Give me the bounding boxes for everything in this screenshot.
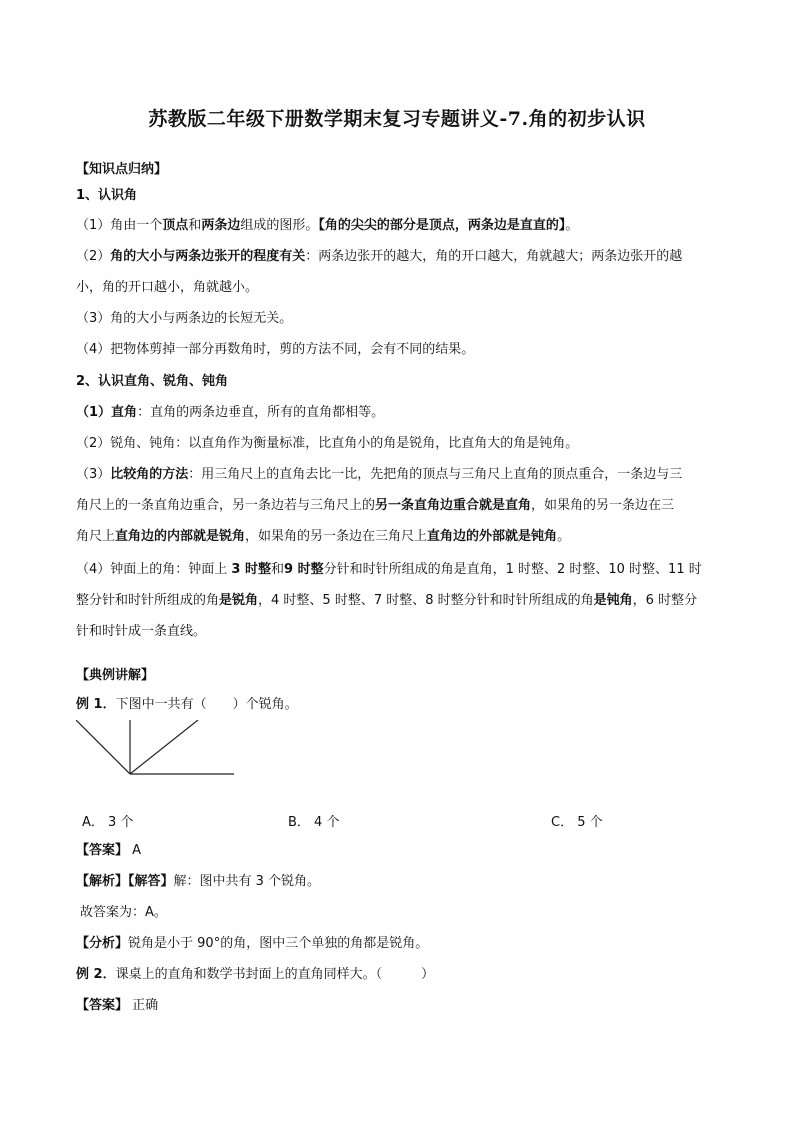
examples-header: 【典例讲解】 — [76, 668, 155, 683]
s2-item-3 — [76, 466, 726, 484]
bold-text: 角的大小与两条边张开的程度有关 — [110, 249, 306, 264]
text: 角尺上 — [76, 529, 116, 544]
text: ，6 时整分 — [632, 593, 698, 608]
option-c: C． 5 个 — [551, 815, 603, 830]
text: 解：图中共有 3 个锐角。 — [173, 874, 321, 889]
s2-item-4-cont — [76, 592, 726, 610]
text: 课桌上的直角和数学书封面上的直角同样大。（ ） — [115, 967, 435, 982]
example-1-conclusion: 故答案为：A。 — [80, 905, 167, 920]
text: ，如果角的另一条边在三角尺上 — [245, 529, 428, 544]
answer-label: 【答案】 — [76, 843, 129, 858]
s2-item-1 — [76, 404, 726, 422]
answer-label: 【答案】 — [76, 998, 129, 1013]
bold-text: 3 时整 — [231, 562, 271, 577]
text: ：直角的两条边垂直，所有的直角都相等。 — [137, 405, 385, 420]
option-b: B． 4 个 — [288, 815, 340, 830]
text: ：用三角尺上的直角去比一比，先把角的顶点与三角尺上直角的顶点重合，一条边与三 — [188, 467, 683, 482]
text: 。 — [557, 529, 571, 544]
example-1-question — [76, 696, 726, 714]
text: 角尺上的一条直角边重合，另一条边若与三角尺上的 — [76, 498, 376, 513]
example-1-answer — [76, 842, 726, 860]
s1-item-4: （4）把物体剪掉一部分再数角时，剪的方法不同，会有不同的结果。 — [76, 342, 475, 357]
analysis-label: 【解析】【解答】 — [76, 874, 174, 889]
s1-item-1 — [76, 217, 726, 235]
example-label: 例 1． — [76, 697, 116, 712]
bold-text: 直角边的内部就是锐角 — [115, 529, 246, 544]
s2-item-4 — [76, 561, 726, 579]
bold-text: 是锐角 — [219, 593, 259, 608]
text: 和 — [188, 218, 202, 233]
answer-value: A — [128, 843, 142, 858]
text: 下图中一共有（ ）个锐角。 — [115, 697, 298, 712]
text: （4）钟面上的角：钟面上 — [76, 562, 232, 577]
s2-item-2: （2）锐角、钝角：以直角作为衡量标准，比直角小的角是锐角，比直角大的角是钝角。 — [76, 436, 579, 451]
s2-item-3-cont — [76, 497, 726, 515]
example-label: 例 2． — [76, 967, 116, 982]
bold-text: 【角的尖尖的部分是顶点，两条边是直直的】 — [318, 218, 566, 233]
text: 。 — [565, 218, 579, 233]
s1-item-3: （3）角的大小与两条边的长短无关。 — [76, 311, 293, 326]
example-1-analysis — [76, 873, 726, 891]
s1-item-2 — [76, 248, 726, 266]
knowledge-header: 【知识点归纳】 — [76, 162, 168, 177]
bold-text: 比较角的方法 — [110, 467, 189, 482]
text: 锐角是小于 90°的角，图中三个单独的角都是锐角。 — [128, 936, 429, 951]
angles-figure — [76, 720, 246, 804]
answer-value: 正确 — [128, 998, 159, 1013]
example-1-note — [76, 935, 726, 953]
bold-text: 直角边的外部就是钝角 — [427, 529, 558, 544]
bold-text: 是钝角 — [593, 593, 633, 608]
text: （2） — [76, 249, 111, 264]
text: （3） — [76, 467, 111, 482]
example-2-question — [76, 966, 726, 984]
s2-item-4-cont2: 针和时针成一条直线。 — [76, 624, 207, 639]
text: 组成的图形。 — [240, 218, 319, 233]
section-1-title: 1、认识角 — [76, 188, 138, 203]
bold-text: 顶点 — [162, 218, 189, 233]
text: 和 — [270, 562, 284, 577]
s2-item-3-cont2 — [76, 528, 726, 546]
bold-text: 两条边 — [201, 218, 241, 233]
section-2-title: 2、认识直角、锐角、钝角 — [76, 374, 229, 389]
text: 整分针和时针所组成的角 — [76, 593, 220, 608]
text: 分针和时针所组成的角是直角，1 时整、2 时整、10 时整、11 时 — [323, 562, 702, 577]
s1-item-2-cont: 小，角的开口越小，角就越小。 — [76, 280, 259, 295]
ray-right — [130, 720, 198, 774]
text: （1）角由一个 — [76, 218, 163, 233]
text: ，如果角的另一条边在三 — [531, 498, 675, 513]
bold-text: （1） — [76, 405, 112, 420]
bold-text: 9 时整 — [284, 562, 324, 577]
bold-text: 另一条直角边重合就是直角 — [375, 498, 532, 513]
text: ，4 时整、5 时整、7 时整、8 时整分针和时针所组成的角 — [258, 593, 594, 608]
note-label: 【分析】 — [76, 936, 129, 951]
example-2-answer — [76, 997, 726, 1015]
text: ：两条边张开的越大，角的开口越大，角就越大；两条边张开的越 — [305, 249, 683, 264]
option-a: A． 3 个 — [82, 815, 134, 830]
page-title: 苏教版二年级下册数学期末复习专题讲义-7.角的初步认识 — [148, 108, 646, 130]
bold-text: 直角 — [111, 405, 138, 420]
ray-left — [76, 720, 130, 774]
